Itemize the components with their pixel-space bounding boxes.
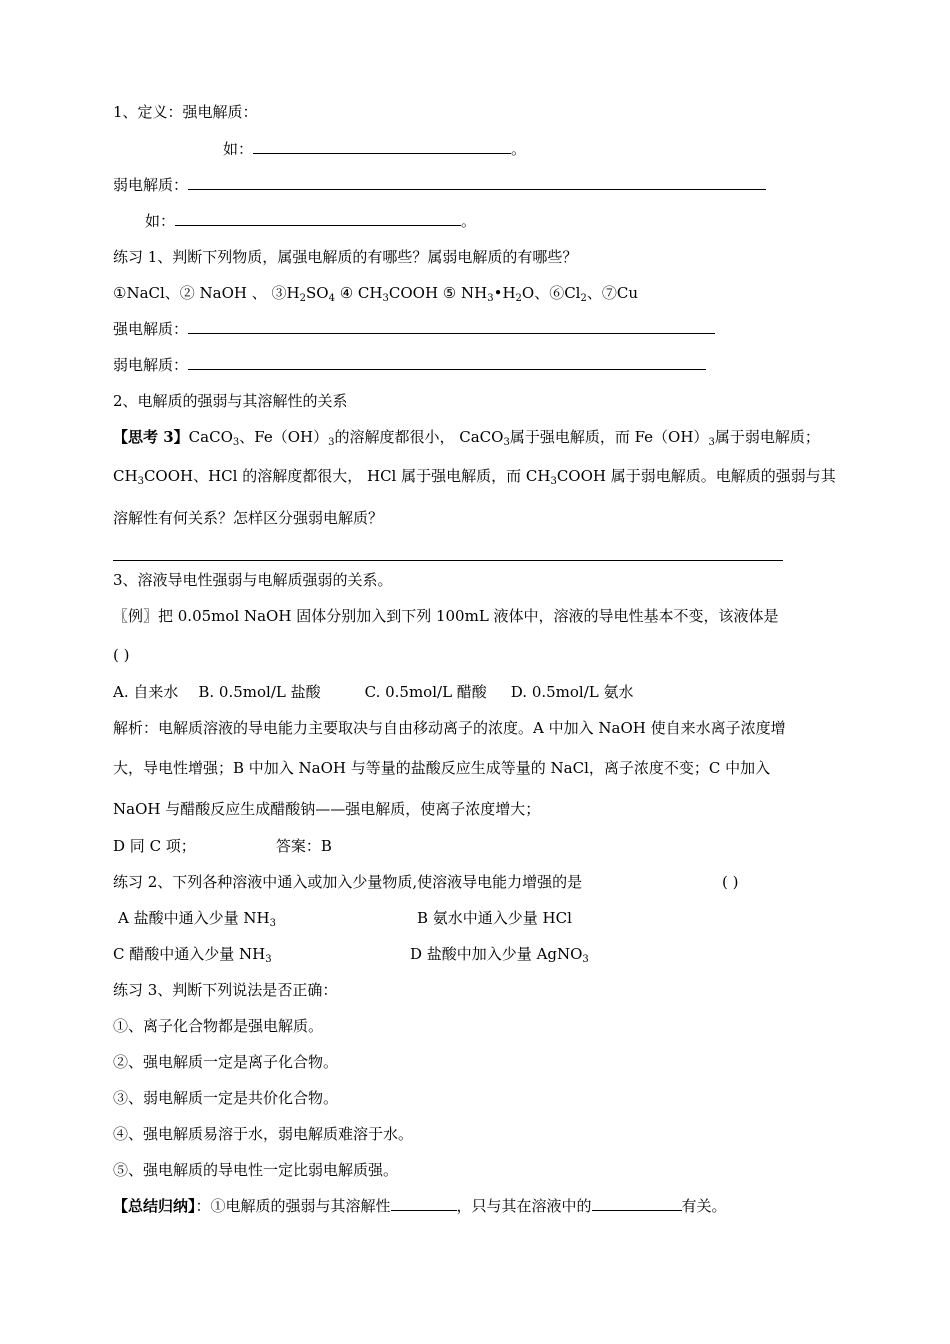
weak-definition-line: 弱电解质：: [113, 175, 766, 195]
weak-example-line: 如： 。: [145, 212, 477, 230]
exercise2-option-c: C 醋酸中通入少量 $NH_3$: [113, 945, 272, 965]
exercise1-substances: ①NaCl、② NaOH 、 $③H_2SO_4$ ④ $CH_3COOH$ ⑤ $NH_3•H_2O$、$⑥Cl_2$、⑦Cu: [113, 284, 638, 304]
think3-line2: $CH_3COOH$、HCl 的溶解度都很大， HCl 属于强电解质，而 $CH_3COOH$ 属于弱电解质。电解质的强弱与其: [113, 467, 836, 487]
option-c: C. 0.5mol/L 醋酸: [364, 683, 487, 701]
analysis-line4: D 同 C 项； 答案：B: [113, 837, 332, 855]
example-options: [113, 682, 634, 702]
summary-line: 【总结归纳】：①电解质的强弱与其溶解性 ，只与其在溶液中的 有关。: [113, 1197, 727, 1215]
option-d: D. 0.5mol/L 氨水: [510, 683, 634, 701]
option-b: B. 0.5mol/L 盐酸: [198, 683, 321, 701]
strong-example-line: 如： 。: [223, 140, 527, 158]
summary-blank-1: [391, 1196, 457, 1211]
exercise1-strong-line: 强电解质：: [113, 319, 715, 339]
section1-title: 1、定义：强电解质：: [113, 103, 258, 121]
analysis-line3: NaOH 与醋酸反应生成醋酸钠——强电解质，使离子浓度增大；: [113, 800, 541, 818]
exercise3-question: 练习 3、判断下列说法是否正确：: [113, 981, 338, 999]
summary-blank-2: [592, 1196, 682, 1211]
analysis-line1: 解析：电解质溶液的导电能力主要取决与自由移动离子的浓度。A 中加入 NaOH 使自来水离子浓度增: [113, 719, 786, 737]
answer-text: 答案：B: [275, 837, 332, 855]
section2-title: 2、电解质的强弱与其溶解性的关系: [113, 392, 348, 410]
think3-line3: 溶解性有何关系？怎样区分强弱电解质？: [113, 509, 384, 527]
weak-example-blank: [175, 211, 461, 226]
exercise2-option-b: B 氨水中通入少量 HCl: [417, 909, 572, 927]
exercise3-item-4: ④、强电解质易溶于水，弱电解质难溶于水。: [113, 1125, 414, 1143]
exercise3-item-2: ②、强电解质一定是离子化合物。: [113, 1053, 339, 1071]
exercise1-question: 练习 1、判断下列物质，属强电解质的有哪些？属弱电解质的有哪些？: [113, 248, 578, 266]
exercise3-item-3: ③、弱电解质一定是共价化合物。: [113, 1089, 339, 1107]
analysis-line2: 大，导电性增强；B 中加入 NaOH 与等量的盐酸反应生成等量的 NaCl，离子浓度不变；C 中加入: [113, 759, 771, 777]
weak-definition-blank: [188, 175, 766, 190]
exercise1-weak-line: 弱电解质：: [113, 355, 706, 375]
option-a: A. 自来水: [113, 683, 179, 701]
think3-line1: 【思考 3】CaCO$_3$、$Fe(OH)_3$的溶解度都很小， CaCO$_3$属于强电解质，而 $Fe(OH)_3$属于弱电解质；: [113, 428, 820, 448]
exercise2-option-d: D 盐酸中加入少量 AgNO$_3$: [410, 945, 589, 965]
example-line2: ( ): [113, 646, 130, 664]
example-line1: 〖例〗把 0.05mol NaOH 固体分别加入到下列 100mL 液体中，溶液的导电性基本不变，该液体是: [113, 607, 779, 625]
exercise2-option-a: A 盐酸中通入少量 $NH_3$: [118, 909, 276, 929]
exercise1-weak-blank: [188, 355, 706, 370]
section3-title: 3、溶液导电性强弱与电解质强弱的关系。: [113, 571, 393, 589]
strong-example-blank: [253, 139, 511, 154]
exercise3-item-1: ①、离子化合物都是强电解质。: [113, 1017, 324, 1035]
exercise2-paren: ( ): [722, 873, 739, 891]
exercise2-question: 练习 2、下列各种溶液中通入或加入少量物质,使溶液导电能力增强的是: [113, 873, 583, 891]
summary-label: 【总结归纳】: [113, 1197, 196, 1215]
exercise1-strong-blank: [188, 319, 715, 334]
exercise3-item-5: ⑤、强电解质的导电性一定比弱电解质强。: [113, 1161, 399, 1179]
answer-line: [113, 560, 783, 561]
